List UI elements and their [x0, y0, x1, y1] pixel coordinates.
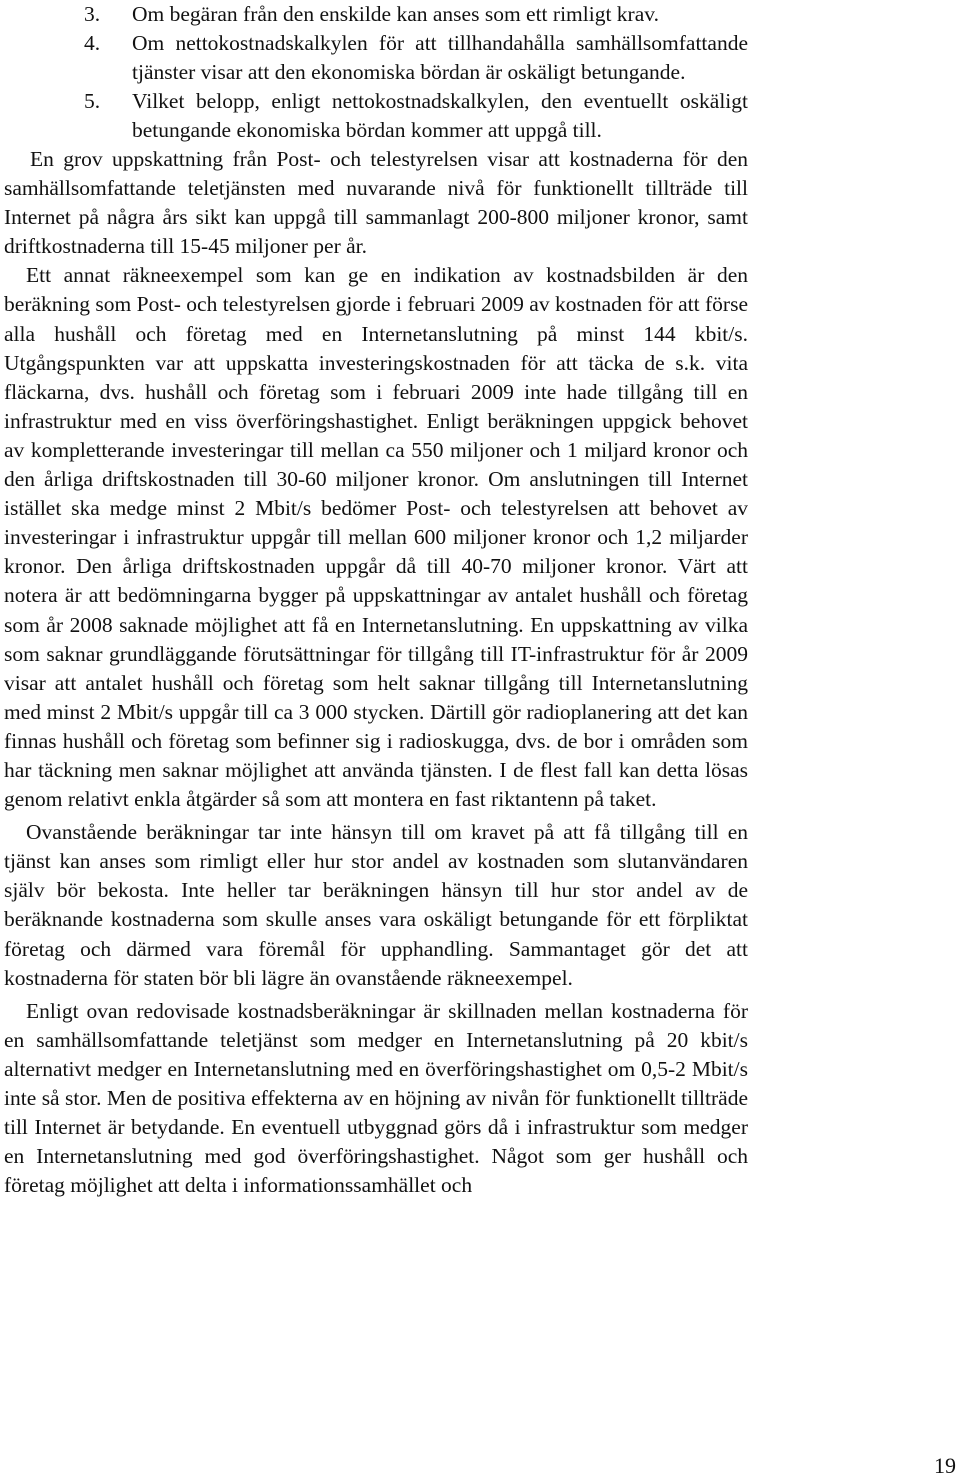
list-item — [4, 87, 748, 145]
list-item-text: Om begäran från den enskilde kan anses som ett rimligt krav. — [132, 2, 659, 26]
document-page — [4, 0, 748, 1200]
list-item-number: 3. — [84, 2, 101, 26]
body-paragraph: Ett annat räkneexempel som kan ge en indikation av kostnadsbilden är den beräkning som Post- och telestyrelsen gjorde i februari 2009 av kostnaden för att förse alla hushåll och företag med en Internetanslutning på minst 144 kbit/s. Utgångspunkten var att uppskatta investeringskostnaden för att täcka de s.k. vita fläckarna, dvs. hushåll och företag som i februari 2009 inte hade tillgång till en infrastruktur med en viss överföringshastighet. Enligt beräkningen uppgick behovet av kompletterande investeringar till mellan ca 550 miljoner och 1 miljard kronor och den årliga driftskostnaden till 30-60 miljoner kronor. Om anslutningen till Internet istället ska medge minst 2 Mbit/s bedömer Post- och telestyrelsen att behovet av investeringar i infrastruktur uppgår till mellan 600 miljoner kronor och 1,2 miljarder kronor. Den årliga driftskostnaden uppgår då till 40-70 miljoner kronor. Värt att notera är att bedömningarna bygger på uppskattningar av antalet hushåll och företag som år 2008 saknade möjlighet att få en Internetanslutning. En uppskattning av vilka som saknar grundläggande förutsättningar för tillgång till IT-infrastruktur för år 2009 visar att antalet hushåll och företag som helt saknar tillgång till Internetanslutning med minst 2 Mbit/s uppgår till ca 3 000 stycken. Därtill gör radioplanering att det kan finnas hushåll och företag som befinner sig i radioskugga, dvs. de bor i områden som har täckning men saknar möjlighet att använda tjänsten. I de flest fall kan detta lösas genom relativt enkla åtgärder så som att montera en fast riktantenn på taket. — [4, 263, 748, 812]
list-item — [4, 29, 748, 87]
list-item — [4, 0, 748, 29]
numbered-list — [4, 0, 748, 145]
page-number: 19 — [934, 1453, 956, 1478]
list-item-text: Vilket belopp, enligt nettokostnadskalkylen, den eventuellt oskäligt betungande ekonomiska bördan kommer att uppgå till. — [132, 89, 748, 142]
body-paragraph: Enligt ovan redovisade kostnadsberäkningar är skillnaden mellan kostnaderna för en samhällsomfattande teletjänst som medger en Internetanslutning på 20 kbit/s alternativt medger en Internetanslutning med en överföringshastighet om 0,5-2 Mbit/s inte så stor. Men de positiva effekterna av en höjning av nivån för funktionellt tillträde till Internet är betydande. En eventuell utbyggnad görs då i infrastruktur som medger en Internetanslutning med god överföringshastighet. Något som ger hushåll och företag möjlighet att delta i informationssamhället och — [4, 998, 748, 1198]
list-item-number: 5. — [84, 89, 101, 113]
list-item-number: 4. — [84, 31, 101, 55]
list-item-text: Om nettokostnadskalkylen för att tillhandahålla samhällsomfattande tjänster visar att den ekonomiska bördan är oskäligt betungande. — [132, 31, 748, 84]
body-paragraph: Ovanstående beräkningar tar inte hänsyn till om kravet på att få tillgång till en tjänst kan anses som rimligt eller hur stor andel av kostnaden som slutanvändaren själv bör bekosta. Inte heller tar beräkningen hänsyn till hur stor andel av de beräknande kostnaderna som skulle anses vara oskäligt betungande för ett förpliktat företag och därmed vara föremål för upphandling. Sammantaget gör det att kostnaderna för staten bör bli lägre än ovanstående räkneexempel. — [4, 820, 748, 990]
body-paragraph: En grov uppskattning från Post- och telestyrelsen visar att kostnaderna för den samhällsomfattande teletjänsten med nuvarande nivå för funktionellt tillträde till Internet på några års sikt kan uppgå till sammanlagt 200-800 miljoner kronor, samt driftkostnaderna till 15-45 miljoner per år. — [4, 147, 748, 259]
